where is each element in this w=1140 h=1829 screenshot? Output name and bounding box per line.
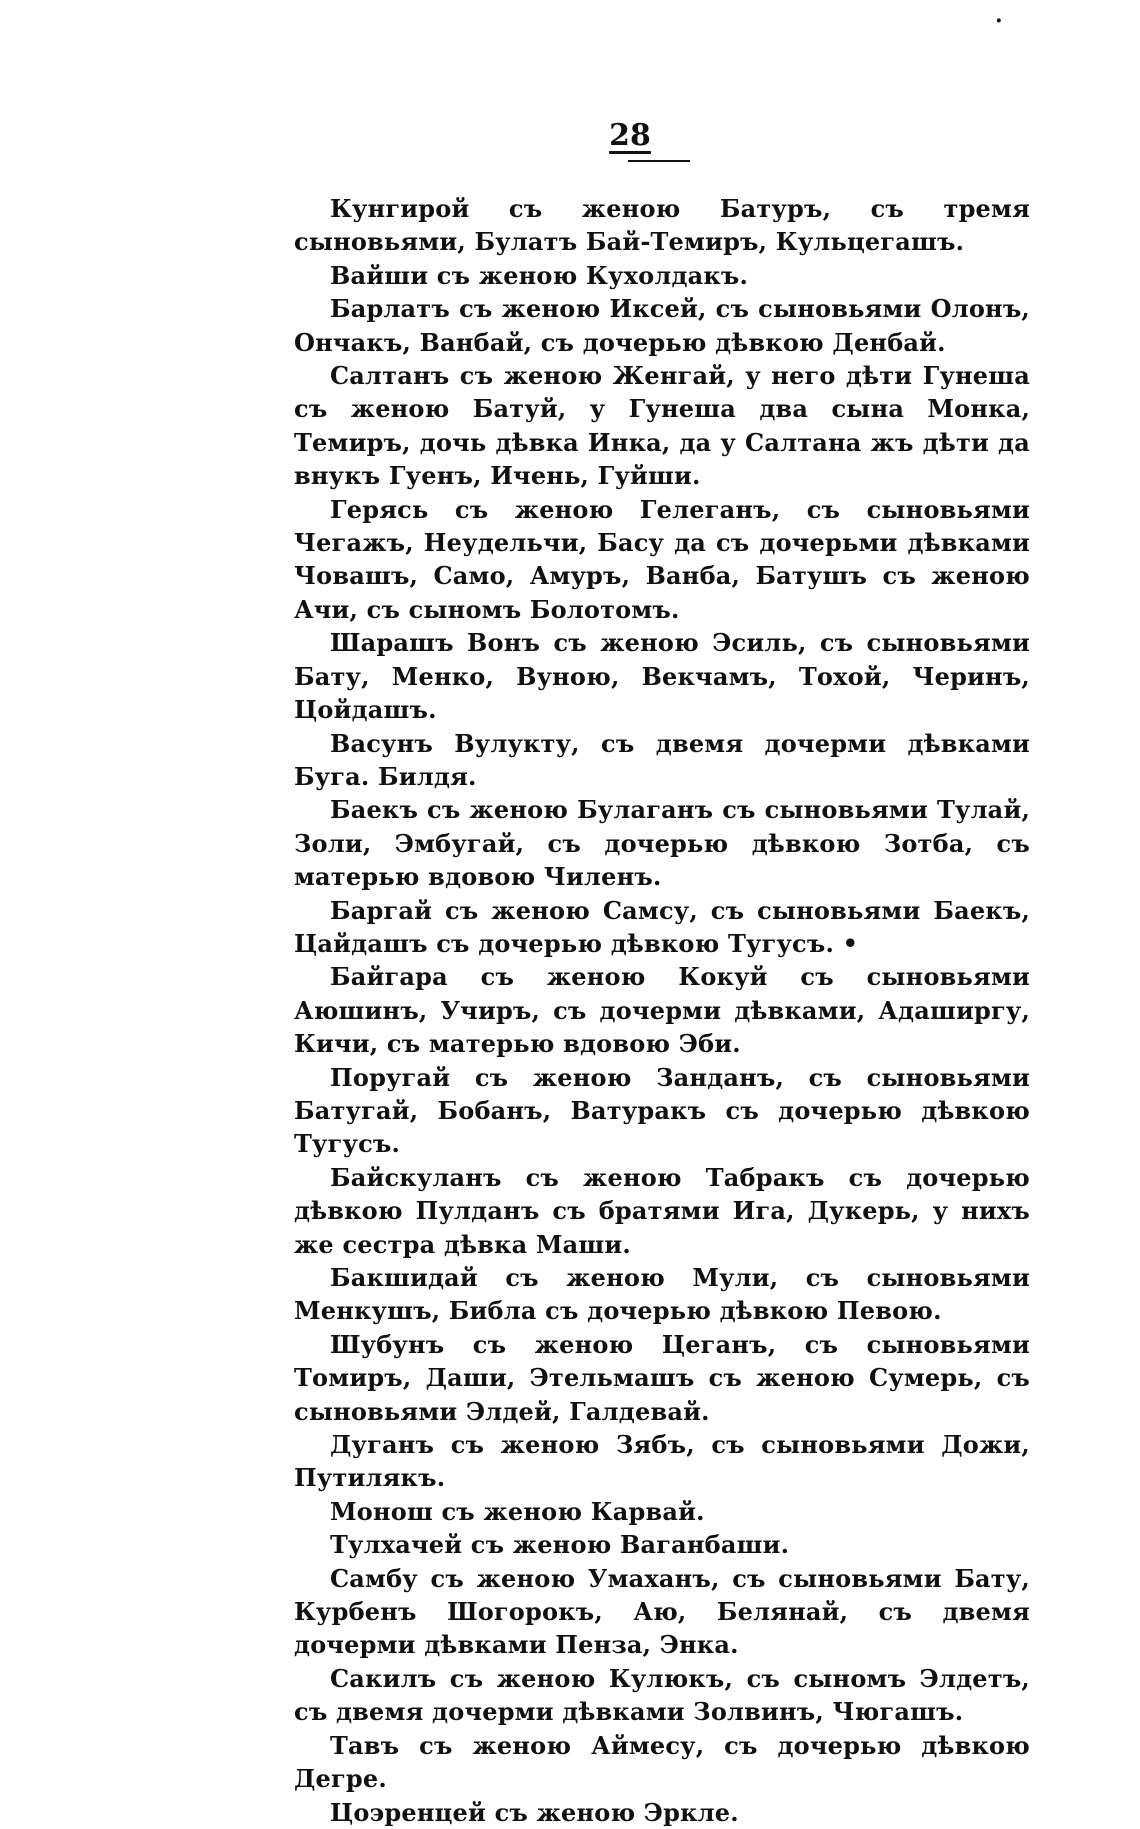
page-number: 28 xyxy=(609,118,651,153)
paragraph: Кунгирой съ женою Батуръ, съ тремя сыновьями, Булатъ Бай-Темиръ, Кульцегашъ. xyxy=(294,194,1030,257)
text-block xyxy=(294,192,1030,1829)
paragraph: Шарашъ Вонъ съ женою Эсиль, съ сыновьями Бату, Менко, Вуною, Векчамъ, Тохой, Черинъ, Цойдашъ. xyxy=(294,628,1030,725)
paragraph: Монош съ женою Карвай. xyxy=(330,1496,705,1526)
paragraph: Тулхачей съ женою Ваганбаши. xyxy=(330,1530,790,1560)
paragraph: Байскуланъ съ женою Табракъ съ дочерью дѣвкою Пулданъ съ братями Ига, Дукерь, у нихъ же сестра дѣвка Маши. xyxy=(294,1162,1030,1259)
paragraph: Салтанъ съ женою Женгай, у него дѣти Гунеша съ женою Батуй, у Гунеша два сына Монка, Темиръ, дочь дѣвка Инка, да у Салтана жъ дѣти да внукъ Гуенъ, Ичень, Гуйши. xyxy=(294,361,1030,491)
stray-mark: · xyxy=(995,8,1003,34)
paragraph: Герясь съ женою Гелеганъ, съ сыновьями Чегажъ, Неудельчи, Басу да съ дочерьми дѣвками Човашъ, Само, Амуръ, Ванба, Батушъ съ женою Ачи, съ сыномъ Болотомъ. xyxy=(294,494,1030,624)
paragraph: Самбу съ женою Умаханъ, съ сыновьями Бату, Курбенъ Шогорокъ, Аю, Белянай, съ двемя дочерми дѣвками Пенза, Энка. xyxy=(294,1563,1030,1660)
paragraph: Поругай съ женою Занданъ, съ сыновьями Батугай, Бобанъ, Ватуракъ съ дочерью дѣвкою Тугусъ. xyxy=(294,1062,1030,1159)
paragraph: Барлатъ съ женою Иксей, съ сыновьями Олонъ, Ончакъ, Ванбай, съ дочерью дѣвкою Денбай. xyxy=(294,294,1030,357)
paragraph: Сакилъ съ женою Кулюкъ, съ сыномъ Элдетъ, съ двемя дочерми дѣвками Золвинъ, Чюгашъ. xyxy=(294,1663,1030,1727)
paragraph: Вайши съ женою Кухолдакъ. xyxy=(330,260,749,290)
paragraph: Баргай съ женою Самсу, съ сыновьями Баекъ, Цайдашъ съ дочерью дѣвкою Тугусъ. • xyxy=(294,895,1030,958)
paragraph: Тавъ съ женою Аймесу, съ дочерью дѣвкою Дегре. xyxy=(294,1730,1030,1794)
page-number-rule xyxy=(628,160,690,162)
paragraph: Шубунъ съ женою Цеганъ, съ сыновьями Томиръ, Даши, Этельмашъ съ женою Сумерь, съ сыновьями Элдей, Галдевай. xyxy=(294,1329,1030,1426)
paragraph: Бакшидай съ женою Мули, съ сыновьями Менкушъ, Библа съ дочерью дѣвкою Певою. xyxy=(294,1263,1030,1326)
paragraph: Байгара съ женою Кокуй съ сыновьями Аюшинъ, Учиръ, съ дочерми дѣвками, Адаширгу, Кичи, съ матерью вдовою Эби. xyxy=(294,962,1030,1059)
paragraph: Васунъ Вулукту, съ двемя дочерми дѣвками Буга. Билдя. xyxy=(294,728,1030,791)
paragraph: Дуганъ съ женою Зябъ, съ сыновьями Дожи, Путилякъ. xyxy=(294,1430,1030,1493)
paragraph: Цоэренцей съ женою Эркле. xyxy=(330,1797,739,1827)
paragraph: Баекъ съ женою Булаганъ съ сыновьями Тулай, Золи, Эмбугай, съ дочерью дѣвкою Зотба, съ матерью вдовою Чиленъ. xyxy=(294,795,1030,892)
